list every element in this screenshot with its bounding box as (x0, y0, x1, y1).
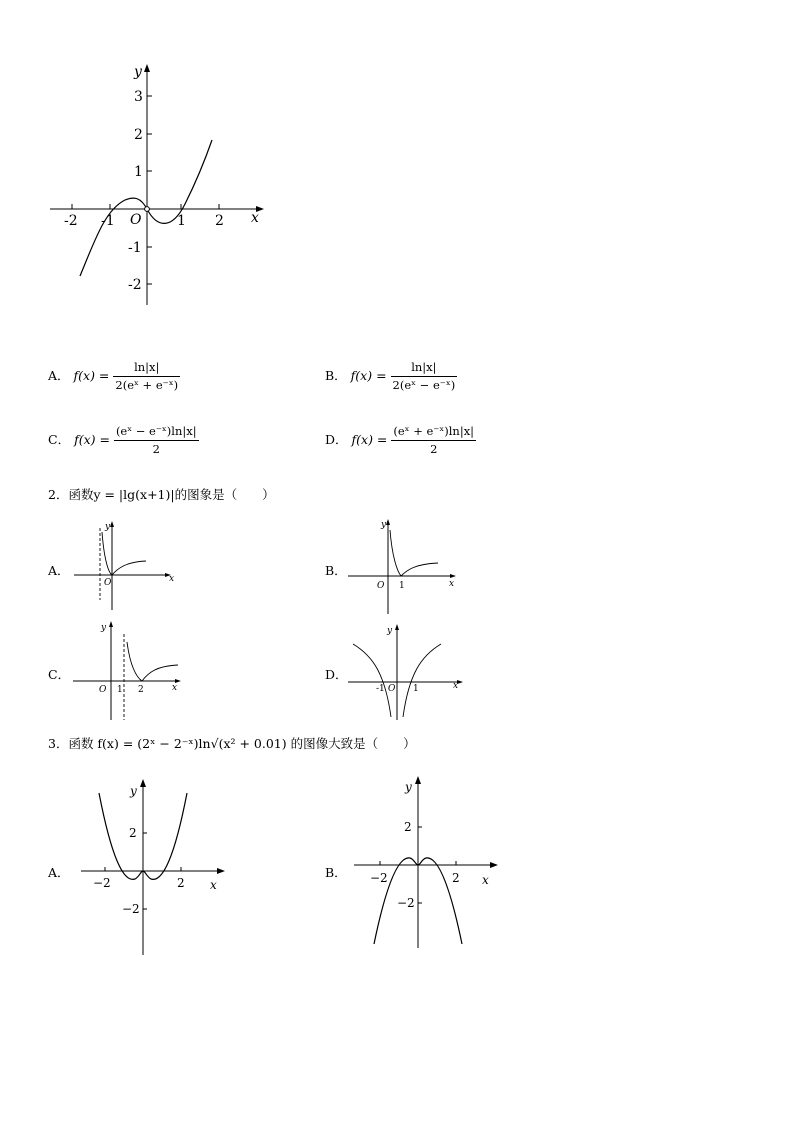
fraction-denominator: 2(eˣ + e⁻ˣ) (115, 378, 179, 392)
q2-c-curve (127, 642, 178, 681)
x-tick-label: 2 (452, 871, 460, 885)
q2-d-curve-left (353, 644, 391, 717)
q3-option-a-graph[interactable] (75, 775, 230, 960)
y-axis-label: y (387, 626, 393, 636)
q1-option-b[interactable] (325, 360, 457, 393)
option-letter: D． (325, 432, 348, 447)
y-axis-label: y (105, 522, 111, 532)
x-tick-label: −2 (93, 876, 111, 890)
origin-label: O (99, 685, 107, 695)
option-letter: C． (48, 432, 71, 447)
fraction-denominator: 2 (430, 442, 438, 456)
fraction-numerator: (eˣ − e⁻ˣ)ln|x| (114, 424, 199, 441)
x-tick-label: 1 (399, 581, 405, 591)
x-axis-label: x (251, 210, 259, 226)
q2-option-d-letter[interactable]: D． (325, 667, 348, 682)
q2-option-c-graph[interactable] (70, 620, 185, 722)
y-tick-label: -1 (128, 240, 142, 256)
x-axis-label: x (453, 681, 459, 691)
q1-option-a[interactable] (48, 360, 180, 393)
y-tick-label: 3 (134, 89, 143, 105)
q2-option-a-letter[interactable]: A． (48, 563, 70, 578)
fraction-denominator: 2(eˣ − e⁻ˣ) (392, 378, 456, 392)
y-axis-label: y (130, 784, 137, 798)
y-axis-label: y (134, 64, 142, 80)
x-tick-label: -1 (376, 684, 385, 694)
y-tick-label: −2 (397, 896, 415, 910)
x-tick-label: 1 (117, 685, 123, 695)
x-tick-label: 1 (177, 213, 186, 229)
origin-label: O (377, 581, 385, 591)
x-axis-label: x (169, 574, 175, 584)
q2-option-b-letter[interactable]: B． (325, 563, 347, 578)
x-axis-label: x (449, 579, 455, 589)
option-lhs: f(x) = (350, 368, 387, 383)
q2-option-a-graph[interactable] (70, 518, 180, 613)
x-tick-label: 2 (138, 685, 144, 695)
q1-graph (40, 60, 280, 310)
q2-option-c-letter[interactable]: C． (48, 667, 71, 682)
option-fraction (113, 360, 180, 393)
x-tick-label: 2 (177, 876, 185, 890)
option-letter: A． (48, 368, 70, 383)
q3-option-b-graph[interactable] (350, 776, 500, 951)
q2-stem: 2．函数y = |lg(x+1)|的图象是（ ） (48, 487, 275, 502)
q2-option-b-graph[interactable] (345, 516, 460, 616)
x-tick-label: -1 (101, 213, 115, 229)
q3-option-a-letter[interactable]: A． (48, 865, 70, 880)
option-fraction (391, 360, 458, 393)
x-axis-label: x (172, 683, 178, 693)
y-tick-label: 2 (134, 127, 143, 143)
x-tick-label: −2 (370, 871, 388, 885)
y-tick-label: −2 (122, 902, 140, 916)
option-fraction (391, 424, 476, 457)
option-fraction (114, 424, 199, 457)
option-lhs: f(x) = (74, 432, 110, 447)
x-axis-label: x (482, 873, 489, 887)
x-axis-label: x (210, 878, 217, 892)
x-tick-label: 1 (413, 684, 419, 694)
q3-option-b-letter[interactable]: B． (325, 865, 347, 880)
x-tick-label: -2 (64, 213, 78, 229)
q1-option-d[interactable] (325, 424, 476, 457)
option-lhs: f(x) = (351, 432, 388, 447)
q2-d-curve-right (403, 644, 441, 717)
y-tick-label: -2 (128, 277, 142, 293)
x-tick-label: 2 (215, 213, 224, 229)
y-tick-label: 2 (404, 820, 412, 834)
y-axis-label: y (101, 623, 107, 633)
origin-label: O (388, 684, 396, 694)
origin-hollow-point (145, 207, 150, 212)
q2-option-d-graph[interactable] (345, 622, 465, 722)
option-lhs: f(x) = (73, 368, 110, 383)
option-letter: B． (325, 368, 347, 383)
fraction-numerator: ln|x| (113, 360, 180, 377)
origin-label: O (104, 578, 112, 588)
fraction-numerator: ln|x| (391, 360, 458, 377)
y-tick-marks (147, 96, 152, 284)
y-tick-label: 1 (134, 164, 143, 180)
fraction-numerator: (eˣ + e⁻ˣ)ln|x| (391, 424, 476, 441)
y-axis-label: y (381, 520, 387, 530)
fraction-denominator: 2 (152, 442, 160, 456)
y-tick-label: 2 (129, 826, 137, 840)
q2-a-curve (102, 532, 146, 575)
q1-option-c[interactable] (48, 424, 199, 457)
q2-b-curve (390, 530, 438, 576)
y-axis-label: y (405, 780, 412, 794)
q3-stem: 3．函数 f(x) = (2ˣ − 2⁻ˣ)ln√(x² + 0.01) 的图像大致是（ ） (48, 736, 416, 751)
origin-label: O (130, 212, 142, 228)
